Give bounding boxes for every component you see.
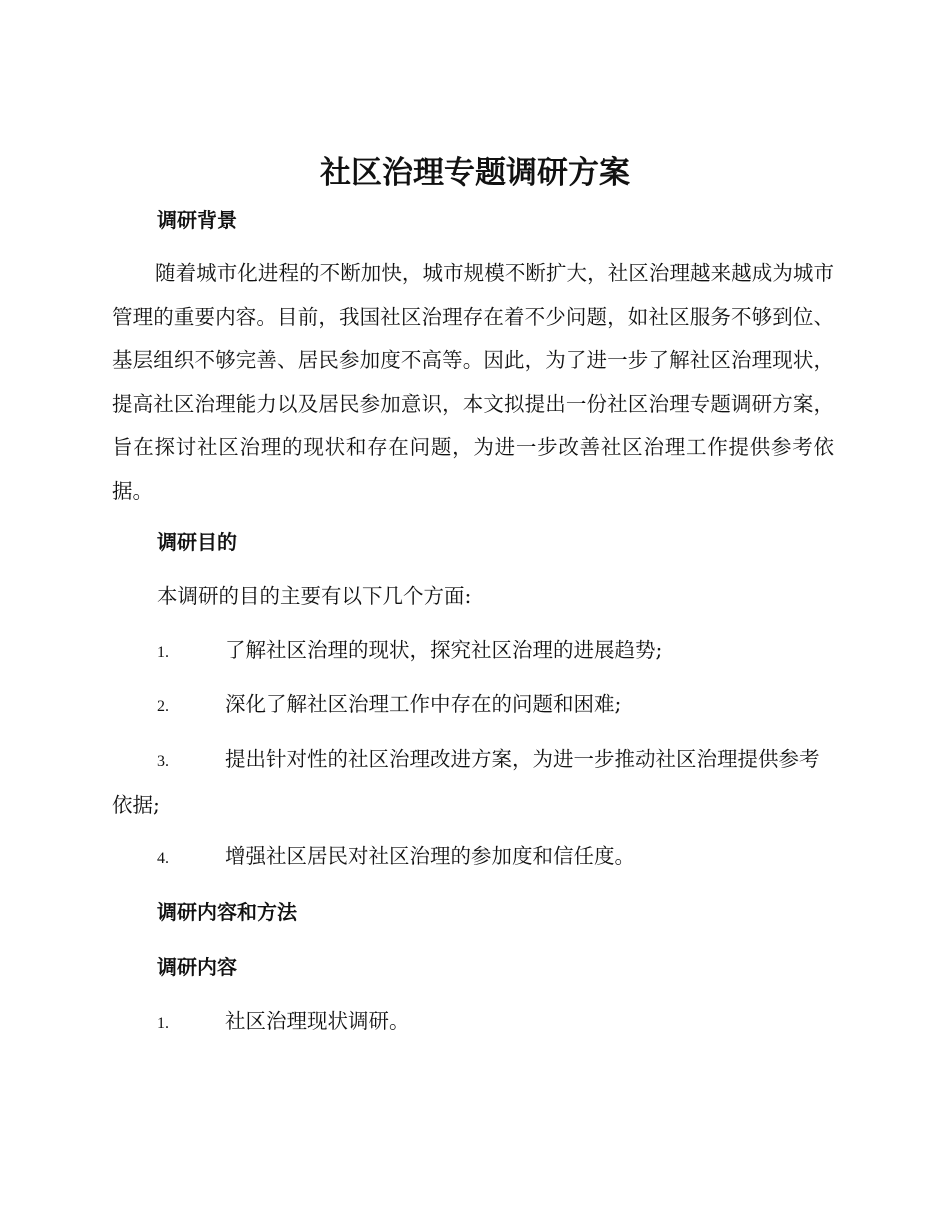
document-title: 社区治理专题调研方案 (320, 155, 630, 191)
list-number: 1. (157, 1015, 169, 1032)
list-item-text: 深化了解社区治理工作中存在的问题和困难; (225, 692, 622, 716)
list-item-text: 社区治理现状调研。 (225, 1009, 410, 1033)
section-heading-background: 调研背景 (157, 208, 237, 232)
content-list-item (112, 1000, 834, 1046)
purpose-list-item (112, 738, 834, 827)
list-item-text: 提出针对性的社区治理改进方案，为进一步推动社区治理提供参考依据; (112, 747, 820, 817)
section-heading-content: 调研内容 (157, 955, 237, 979)
list-item-text: 增强社区居民对社区治理的参加度和信任度。 (225, 844, 635, 868)
section-heading-content-method: 调研内容和方法 (157, 900, 297, 924)
list-number: 2. (157, 698, 169, 715)
purpose-list-item (112, 683, 834, 729)
background-paragraph: 随着城市化进程的不断加快，城市规模不断扩大，社区治理越来越成为城市管理的重要内容。目前，我国社区治理存在着不少问题，如社区服务不够到位、基层组织不够完善、居民参加度不高等。因此，为了进一步了解社区治理现状，提高社区治理能力以及居民参加意识，本文拟提出一份社区治理专题调研方案，旨在探讨社区治理的现状和存在问题，为进一步改善社区治理工作提供参考依据。 (112, 261, 834, 503)
purpose-list-item (112, 835, 834, 881)
purpose-list-item (112, 629, 834, 675)
section-heading-purpose: 调研目的 (157, 530, 237, 554)
list-number: 3. (157, 753, 169, 770)
list-item-text: 了解社区治理的现状，探究社区治理的进展趋势; (225, 638, 663, 662)
list-number: 1. (157, 644, 169, 661)
purpose-intro: 本调研的目的主要有以下几个方面: (157, 584, 472, 608)
list-number: 4. (157, 850, 169, 867)
